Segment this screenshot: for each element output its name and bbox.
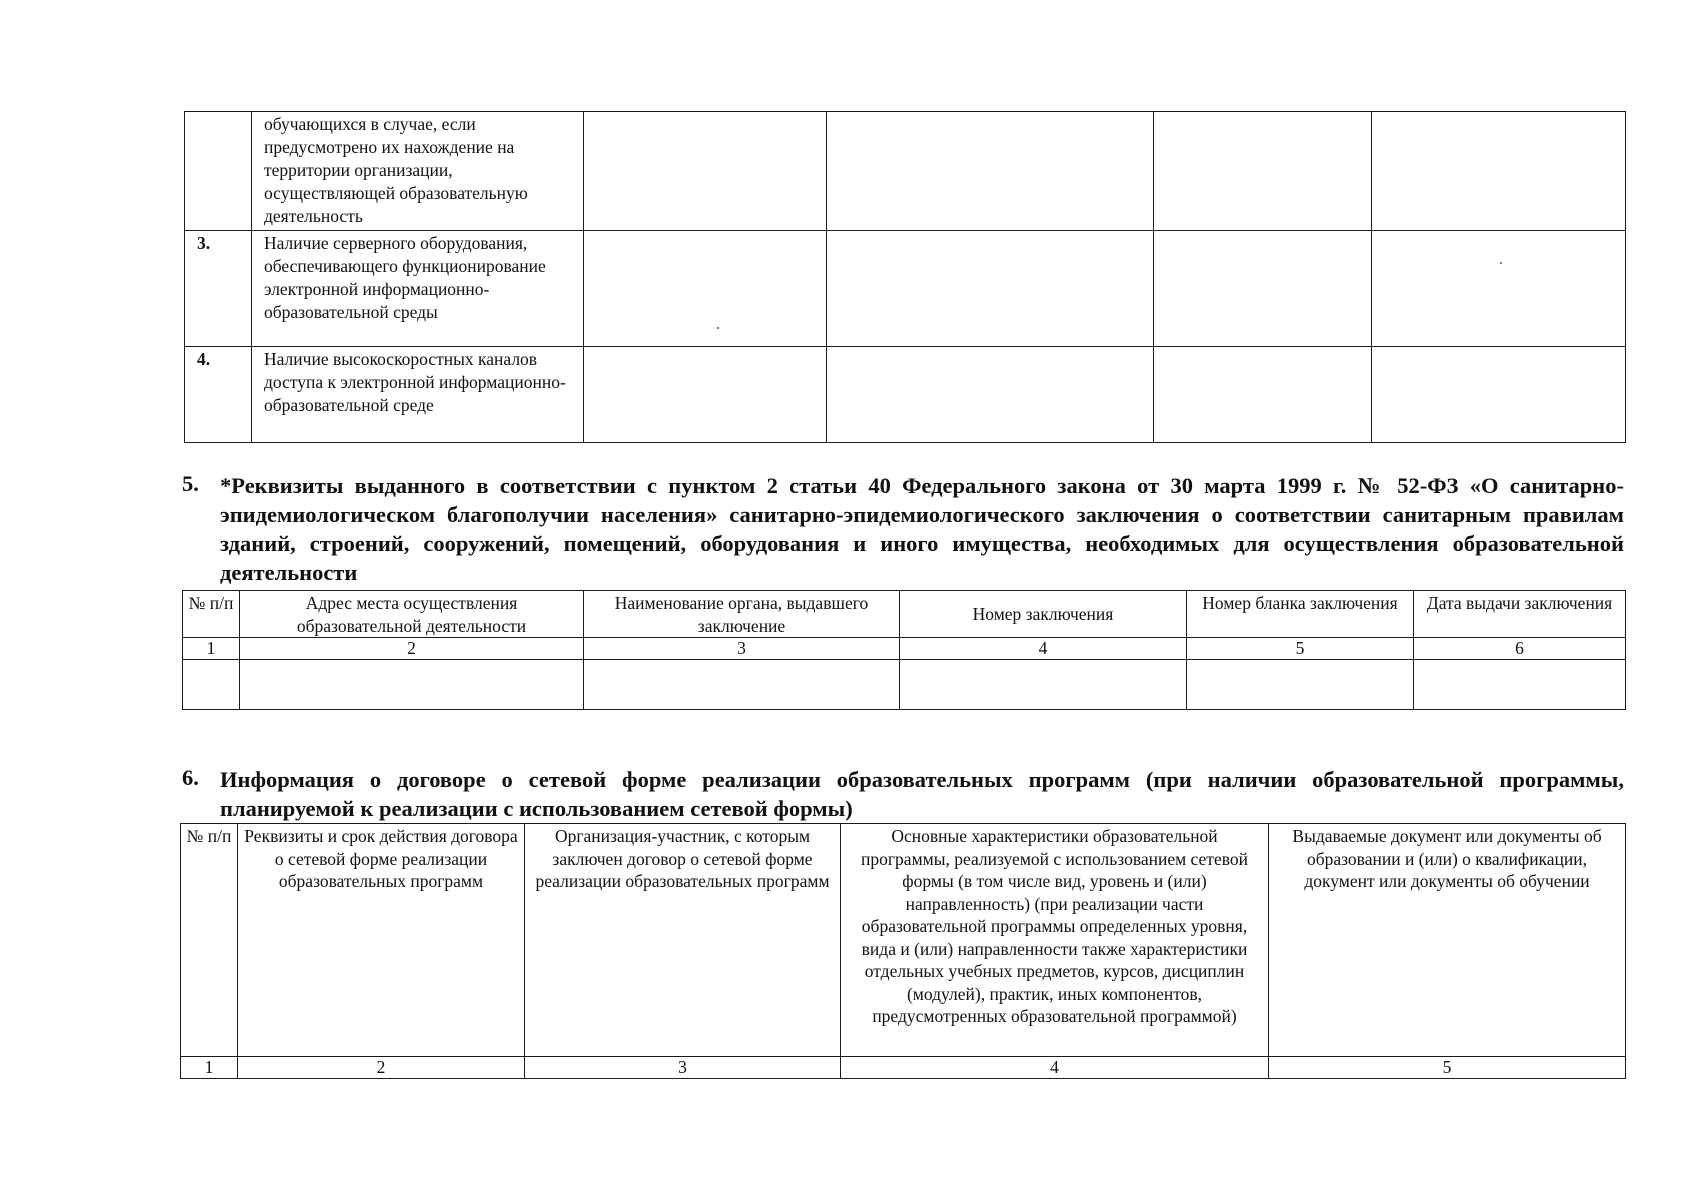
network-agreement-table (180, 823, 1626, 1079)
table-row (185, 347, 1626, 443)
sanitary-conclusion-table (182, 590, 1626, 710)
col-header-address: Адрес места осуществления образовательной деятельности (240, 591, 584, 638)
section-5-number: 5. (182, 471, 199, 496)
header-row (181, 824, 1626, 1057)
section-6-title: Информация о договоре о сетевой форме реализации образовательных программ (при наличии образовательной программы, планируемой к реализации с использованием сетевой формы) (220, 767, 1624, 821)
row-description: Наличие высокоскоростных каналов доступа к электронной информационно-образовательной среде (252, 347, 584, 443)
col-header-conclusion-number: Номер заключения (900, 591, 1187, 638)
col-header-number: № п/п (183, 591, 240, 638)
col-header-form-number: Номер бланка заключения (1187, 591, 1414, 638)
index-row: 1 2 3 4 5 6 (183, 638, 1626, 660)
col-header-agreement-details: Реквизиты и срок действия договора о сетевой форме реализации образовательных программ (238, 824, 525, 1057)
col-header-participant-org: Организация-участник, с которым заключен договор о сетевой форме реализации образовательных программ (525, 824, 841, 1057)
row-description: обучающихся в случае, если предусмотрено их нахождение на территории организации, осуществляющей образовательную деятельность (252, 112, 584, 231)
index-row: 1 2 3 4 5 (181, 1057, 1626, 1079)
row-number: 4. (185, 347, 252, 443)
col-header-authority: Наименование органа, выдавшего заключение (584, 591, 900, 638)
table-row (185, 112, 1626, 231)
row-number (185, 112, 252, 231)
header-row (183, 591, 1626, 638)
table-row (185, 231, 1626, 347)
col-header-issued-documents: Выдаваемые документ или документы об образовании и (или) о квалификации, документ или документы об обучении (1269, 824, 1626, 1057)
scan-speck (1500, 262, 1502, 264)
empty-data-row (183, 660, 1626, 710)
infrastructure-table (184, 111, 1626, 443)
row-number: 3. (185, 231, 252, 347)
col-header-number: № п/п (181, 824, 238, 1057)
row-description: Наличие серверного оборудования, обеспечивающего функционирование электронной информационно-образовательной среды (252, 231, 584, 347)
col-header-issue-date: Дата выдачи заключения (1414, 591, 1626, 638)
col-header-program-characteristics: Основные характеристики образовательной программы, реализуемой с использованием сетевой формы (в том числе вид, уровень и (или) направленность) (при реализации части образовательной программы определенных уровня, вида и (или) направленности также характеристики отдельных учебных предметов, курсов, дисциплин (модулей), практик, иных компонентов, предусмотренных образовательной программой) (841, 824, 1269, 1057)
section-5-title: *Реквизиты выданного в соответствии с пунктом 2 статьи 40 Федерального закона от 30 марта 1999 г. № 52-ФЗ «О санитарно-эпидемиологическом благополучии населения» санитарно-эпидемиологического заключения о соответствии санитарным правилам зданий, строений, сооружений, помещений, оборудования и иного имущества, необходимых для осуществления образовательной деятельности (220, 473, 1624, 585)
section-6-number: 6. (182, 765, 199, 790)
scan-speck (717, 327, 719, 329)
